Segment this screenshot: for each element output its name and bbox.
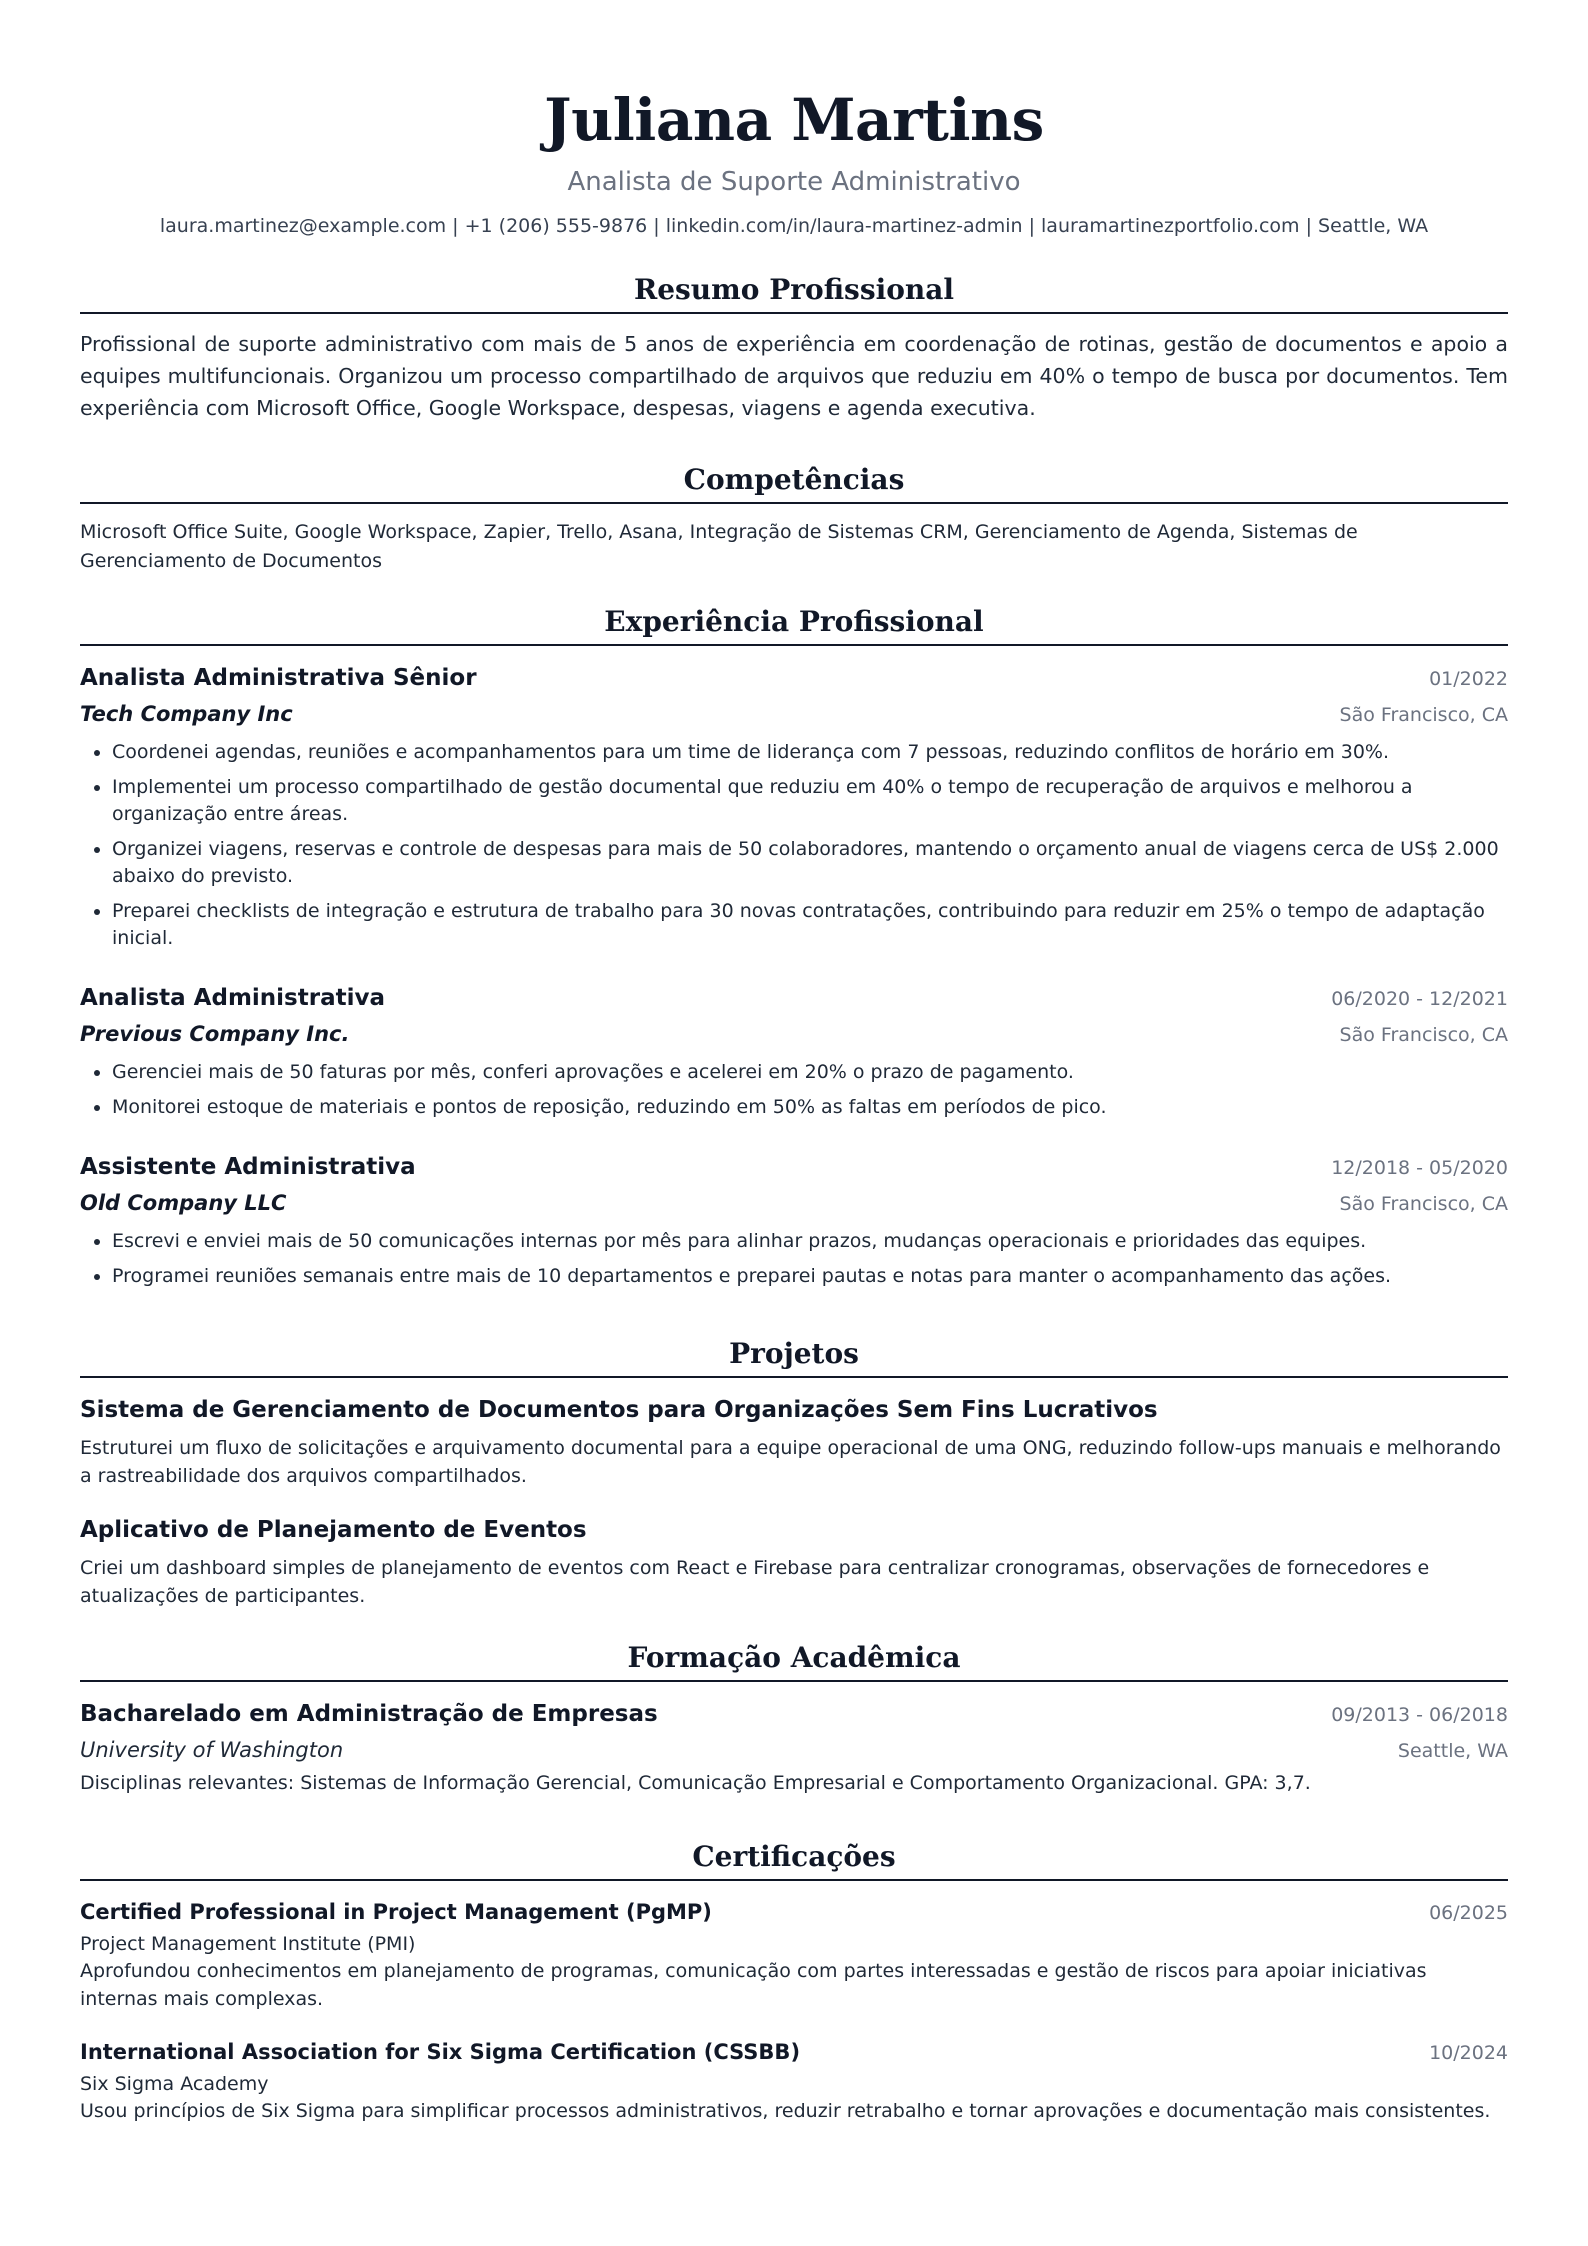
job-bullet: • Programei reuniões semanais entre mais de 10 departamentos e preparei pautas e notas para manter o acompanhamento das ações. (112, 1263, 1508, 1290)
job-role: Assistente Administrativa (80, 1154, 416, 1180)
skills-text: Microsoft Office Suite, Google Workspace, Zapier, Trello, Asana, Integração de Sistemas CRM, Gerenciamento de Agenda, Sistemas de Gerenciamento de Documentos (80, 521, 1358, 572)
job-location: São Francisco, CA (1339, 1193, 1508, 1215)
job-location: São Francisco, CA (1339, 704, 1508, 726)
job-dates: 12/2018 - 05/2020 (1331, 1157, 1508, 1179)
project-entry (80, 1512, 1508, 1610)
projects-section (80, 1334, 1508, 1610)
section-heading: Formação Acadêmica (80, 1638, 1508, 1682)
job-bullet: • Preparei checklists de integração e estrutura de trabalho para 30 novas contratações, contribuindo para reduzir em 25% o tempo de adaptação inicial. (112, 898, 1508, 952)
certification-name: Certified Professional in Project Management (PgMP) (80, 1900, 712, 1924)
certifications-section (80, 1837, 1508, 2125)
job-bullets (80, 1228, 1508, 1290)
job-bullet: • Gerenciei mais de 50 faturas por mês, conferi aprovações e acelerei em 20% o prazo de pagamento. (112, 1059, 1508, 1086)
job-bullet: • Implementei um processo compartilhado de gestão documental que reduziu em 40% o tempo de recuperação de arquivos e melhorou a organização entre áreas. (112, 774, 1508, 828)
job-bullet: • Coordenei agendas, reuniões e acompanhamentos para um time de liderança com 7 pessoas, reduzindo conflitos de horário em 30%. (112, 739, 1508, 766)
job-dates: 06/2020 - 12/2021 (1331, 988, 1508, 1010)
certification-entry (80, 1895, 1508, 2013)
contact-line: laura.martinez@example.com | +1 (206) 555-9876 | linkedin.com/in/laura-martinez-admin | lauramartinezportfolio.com | Seattle, WA (159, 215, 1429, 237)
school-location: Seattle, WA (1397, 1740, 1508, 1762)
school-name: University of Washington (80, 1738, 344, 1762)
certification-issuer: Six Sigma Academy (80, 2073, 269, 2095)
job-location: São Francisco, CA (1339, 1024, 1508, 1046)
job-role: Analista Administrativa Sênior (80, 665, 477, 691)
summary-section (80, 270, 1508, 424)
project-name: Aplicativo de Planejamento de Eventos (80, 1517, 587, 1543)
skills-section (80, 460, 1508, 576)
resume-header (80, 0, 1508, 240)
certification-name: International Association for Six Sigma Certification (CSSBB) (80, 2040, 801, 2064)
certification-entry (80, 2035, 1508, 2125)
section-heading: Competências (80, 460, 1508, 504)
section-heading: Experiência Profissional (80, 602, 1508, 646)
job-entry (80, 1149, 1508, 1290)
job-bullets (80, 739, 1508, 952)
job-bullets (80, 1059, 1508, 1121)
degree-name: Bacharelado em Administração de Empresas (80, 1701, 658, 1727)
job-entry (80, 980, 1508, 1121)
certification-description: Usou princípios de Six Sigma para simplificar processos administrativos, reduzir retrabalho e tornar aprovações e documentação mais consistentes. (80, 2100, 1491, 2122)
project-name: Sistema de Gerenciamento de Documentos para Organizações Sem Fins Lucrativos (80, 1397, 1158, 1423)
certification-description: Aprofundou conhecimentos em planejamento de programas, comunicação com partes interessadas e gestão de riscos para apoiar iniciativas internas mais complexas. (80, 1960, 1427, 2010)
candidate-title: Analista de Suporte Administrativo (567, 167, 1021, 197)
job-company: Tech Company Inc (80, 702, 293, 726)
project-description: Estruturei um fluxo de solicitações e arquivamento documental para a equipe operacional de uma ONG, reduzindo follow-ups manuais e melhorando a rastreabilidade dos arquivos compartilhados. (80, 1437, 1501, 1487)
certification-date: 10/2024 (1429, 2042, 1508, 2064)
certification-date: 06/2025 (1429, 1902, 1508, 1924)
section-heading: Projetos (80, 1334, 1508, 1378)
education-section (80, 1638, 1508, 1797)
candidate-name: Juliana Martins (544, 86, 1044, 154)
summary-text: Profissional de suporte administrativo com mais de 5 anos de experiência em coordenação de rotinas, gestão de documentos e apoio a equipes multifuncionais. Organizou um processo compartilhado de arquivos que reduziu em 40% o tempo de busca por documentos. Tem experiência com Microsoft Office, Google Workspace, despesas, viagens e agenda executiva. (80, 332, 1508, 420)
job-dates: 01/2022 (1429, 668, 1508, 690)
certification-issuer: Project Management Institute (PMI) (80, 1933, 416, 1955)
section-heading: Resumo Profissional (80, 270, 1508, 314)
job-entry (80, 660, 1508, 952)
project-entry (80, 1392, 1508, 1490)
education-details: Disciplinas relevantes: Sistemas de Informação Gerencial, Comunicação Empresarial e Comportamento Organizacional. GPA: 3,7. (80, 1772, 1311, 1794)
section-heading: Certificações (80, 1837, 1508, 1881)
job-bullet: • Organizei viagens, reservas e controle de despesas para mais de 50 colaboradores, mantendo o orçamento anual de viagens cerca de US$ 2.000 abaixo do previsto. (112, 836, 1508, 890)
job-bullet: • Escrevi e enviei mais de 50 comunicações internas por mês para alinhar prazos, mudanças operacionais e prioridades das equipes. (112, 1228, 1508, 1255)
job-company: Old Company LLC (80, 1191, 287, 1215)
project-description: Criei um dashboard simples de planejamento de eventos com React e Firebase para centralizar cronogramas, observações de fornecedores e atualizações de participantes. (80, 1557, 1430, 1607)
job-bullet: • Monitorei estoque de materiais e pontos de reposição, reduzindo em 50% as faltas em períodos de pico. (112, 1094, 1508, 1121)
education-dates: 09/2013 - 06/2018 (1331, 1704, 1508, 1726)
experience-section (80, 602, 1508, 1290)
job-role: Analista Administrativa (80, 985, 385, 1011)
job-company: Previous Company Inc. (80, 1022, 350, 1046)
